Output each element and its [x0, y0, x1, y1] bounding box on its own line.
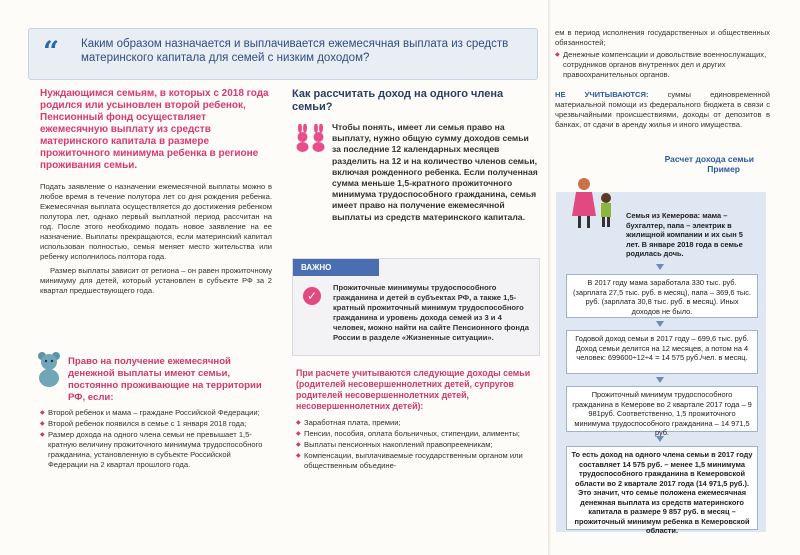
- example-step-2: В 2017 году мама заработала 330 тыс. руб. (зарплата 27,5 тыс. руб. в месяц), папа – 369,6 тыс. руб. (зарплата 30,8 тыс. руб. в месяц). Иных доходов не было.: [566, 274, 758, 318]
- calc-title: Как рассчитать доход на одного члена семьи?: [292, 88, 504, 113]
- not-counted-label: НЕ УЧИТЫВАЮТСЯ:: [555, 90, 649, 99]
- list-item: ◆ Пенсии, пособия, оплата больничных, стипендии, алименты;: [296, 429, 536, 439]
- list-item: ◆ Денежные компенсации и довольствие военнослужащих, сотрудников органов внутренних дел и других правоохранительных органов.: [555, 50, 770, 80]
- panel-subtitle: Пример: [707, 164, 740, 174]
- important-text: Прожиточные минимумы трудоспособного гражданина и детей в субъектах РФ, а также 1,5-кратный прожиточный минимум трудоспособного гражданина и уровень дохода семей из 3 и 4 человек, можно найти на сайте Пенсионного фонда России в разделе «Жизненные ситуации».: [333, 283, 529, 342]
- list-item: ◆ Размер дохода на одного члена семьи не превышает 1,5-кратную величину прожиточного минимума трудоспособного гражданина, установленную в субъекте Российской Федерации на 2 квартал прошлого года.: [40, 430, 272, 470]
- important-label: ВАЖНО: [293, 259, 379, 276]
- continued-text: ем в период исполнения государственных и общественных обязанностей;: [555, 28, 770, 47]
- column-right: [555, 28, 770, 130]
- arrow-down-icon: [656, 264, 664, 270]
- check-icon: ✓: [303, 287, 321, 305]
- header-banner: [28, 28, 538, 80]
- list-item: ◆ Заработная плата, премии;: [296, 418, 536, 428]
- rights-title: Право на получение ежемесячной денежной выплаты имеют семьи, постоянно проживающие на территории РФ, если:: [68, 356, 262, 403]
- arrow-down-icon: [656, 436, 664, 442]
- example-step-4: Прожиточный минимум трудоспособного гражданина в Кемерове во 2 квартале 2017 года – 9 981руб. Соответственно, 1,5 прожиточного минимума трудоспособного гражданина – 14 971,5 руб.: [566, 386, 758, 432]
- calc-lead: Чтобы понять, имеет ли семья право на выплату, нужно общую сумму доходов семьи за последние 12 календарных месяцев разделить на 12 и на количество членов семьи, включая рожденного ребенка. Если полученная сумма меньше 1,5-кратного прожиточного минимума трудоспособного гражданина, семья имеет право на получение ежемесячной выплаты из средств материнского капитала.: [332, 122, 538, 222]
- list-item: ◆ Второй ребенок появился в семье с 1 января 2018 года;: [40, 419, 272, 429]
- page-fold: [548, 0, 551, 555]
- body-paragraph-1: Подать заявление о назначении ежемесячной выплаты можно в любое время в течение полутора лет со дня рождения ребенка. Ежемесячная выплата осуществляется до достижения ребенком полутора лет, однако первый выплатной период рассчитан на год. После этого необходимо подать новое заявление на ее назначение. Выплаты прекращаются, если материнский капитал использован полностью, семья меняет место жительства или ребенку исполнилось полтора года.: [40, 182, 272, 261]
- arrow-down-icon: [656, 377, 664, 383]
- rights-title-block: [68, 356, 268, 404]
- lead-paragraph: Нуждающимся семьям, в которых с 2018 года родился или усыновлен второй ребенок, Пенсионный фонд осуществляет ежемесячную выплату из средств материнского капитала в размере прожиточного минимума ребенка в регионе проживания семьи.: [40, 88, 269, 171]
- income-block: [296, 368, 536, 472]
- list-item: ◆ Выплаты пенсионных накоплений правопреемникам;: [296, 440, 536, 450]
- important-box: [292, 258, 540, 356]
- example-step-3: Годовой доход семьи в 2017 году – 699,6 тыс. руб. Доход семьи делится на 12 месяцев, а потом на 4 человек: 699600÷12÷4 = 14 575 руб./чел. в месяц.: [566, 330, 758, 374]
- not-counted-text: суммы единовременной материальной помощи из федерального бюджета в связи с чрезвычайными происшествиями, доходы от депозитов в банках, от сдачи в аренду жилья и иного имущества.: [555, 90, 770, 129]
- teddy-bear-icon: [34, 350, 64, 388]
- quote-mark-icon: “: [43, 35, 60, 68]
- bunnies-icon: [294, 124, 328, 152]
- list-item: ◆ Компенсации, выплачиваемые государственным органом или общественным объедине-: [296, 451, 536, 471]
- arrow-down-icon: [656, 321, 664, 327]
- column-left: [40, 88, 272, 296]
- column-middle: [292, 88, 540, 122]
- rights-list: [40, 408, 272, 471]
- example-step-1: Семья из Кемерова: мама – бухгалтер, папа – электрик в жилищной компании и их сын 5 лет. В январе 2018 года в семье родилась дочь.: [626, 211, 743, 258]
- income-title: При расчете учитываются следующие доходы семьи (родителей несовершеннолетних детей, супругов родителей несовершеннолетних детей, несовершеннолетних детей):: [296, 368, 531, 411]
- body-paragraph-2: Размер выплаты зависит от региона – он равен прожиточному минимуму для детей, который установлен в субъекте РФ за 2 квартал предшествующего года.: [40, 266, 272, 295]
- example-step-5: То есть доход на одного члена семьи в 2017 году составляет 14 575 руб. – менее 1,5 минимума трудоспособного гражданина в Кемеровской области во 2 квартале 2017 года (14 971,5 руб.). Это значит, что семье положена ежемесячная денежная выплата из средств материнского капитала в размере 9 857 руб. в месяц – прожиточный минимум ребенка в Кемеровской области.: [566, 446, 758, 530]
- not-counted-paragraph: [555, 90, 770, 130]
- banner-title: Каким образом назначается и выплачивается ежемесячная выплата из средств материнского капитала для семей с низким доходом?: [81, 38, 509, 64]
- list-item: ◆ Второй ребенок и мама – граждане Российской Федерации;: [40, 408, 272, 418]
- family-icon: [570, 176, 620, 232]
- panel-title: Расчет дохода семьи: [664, 154, 754, 164]
